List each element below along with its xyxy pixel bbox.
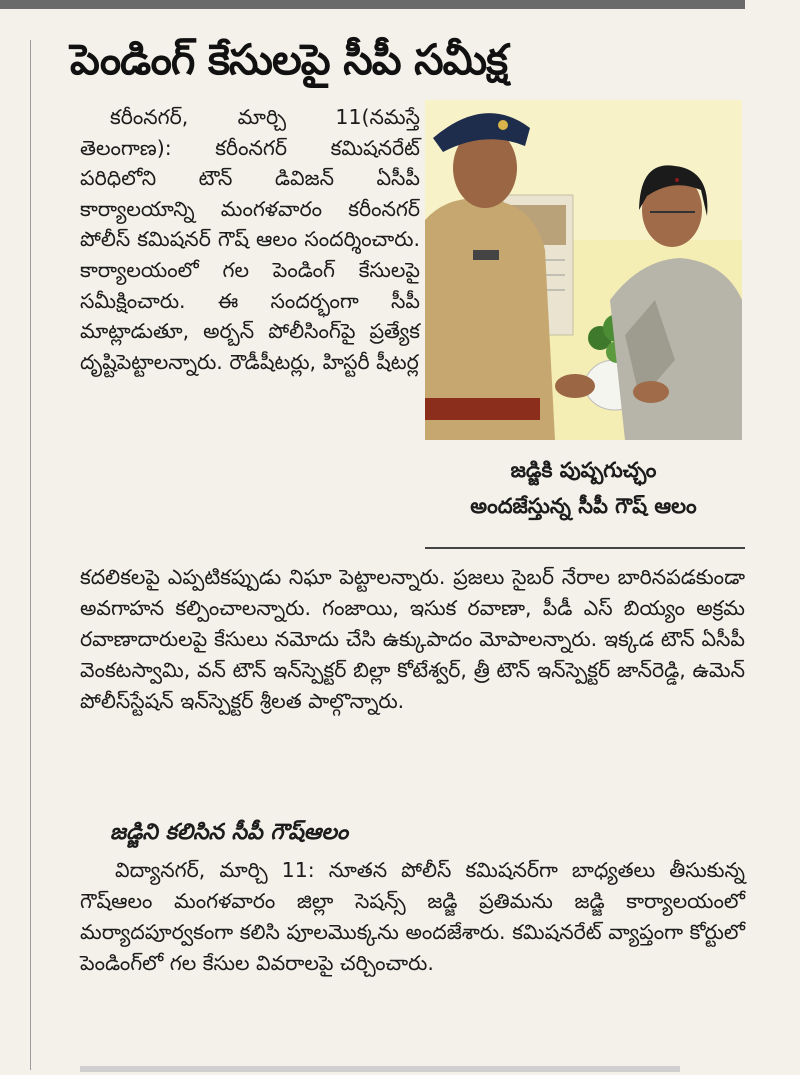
caption-rule	[425, 547, 745, 549]
story2-text	[80, 855, 745, 979]
article-wide-text	[80, 562, 745, 717]
story2-paragraph: విద్యానగర్, మార్చి 11: నూతన పోలీస్ కమిషనర్‌గా బాధ్యతలు తీసుకున్న గౌష్‌ఆలం మంగళవారం జిల్లా సెషన్స్ జడ్జి ప్రతిమను జడ్జి కార్యాలయంలో మర్యాదపూర్వకంగా కలిసి పూలమొక్కను అందజేశారు. కమిషనరేట్ వ్యాప్తంగా కోర్టులో పెండింగ్‌లో గల కేసుల వివరాలపై చర్చించారు.	[80, 858, 745, 975]
headline: పెండింగ్ కేసులపై సీపీ సమీక్ష	[70, 35, 508, 84]
article-paragraph-2: కదలికలపై ఎప్పటికప్పుడు నిఘా పెట్టాలన్నారు. ప్రజలు సైబర్ నేరాల బారినపడకుండా అవగాహన కల్పించాలన్నారు. గంజాయి, ఇసుక రవాణా, పీడీ ఎస్ బియ్యం అక్రమ రవాణాదారులపై కేసులు నమోదు చేసి ఉక్కుపాదం మోపాలన్నారు. ఇక్కడ టౌన్ ఏసీపీ వెంకటస్వామి, వన్ టౌన్ ఇన్‌స్పెక్టర్ బిల్లా కోటేశ్వర్, త్రీ టౌన్ ఇన్‌స్పెక్టర్ జాన్‌రెడ్డి, ఉమెన్ పోలీస్‌స్టేషన్ ఇన్‌స్పెక్టర్ శ్రీలత పాల్గొన్నారు.	[80, 565, 745, 713]
photo-caption	[425, 452, 742, 524]
top-border-rule	[0, 0, 745, 9]
photo-caption-line-1: జడ్జికి పుష్పగుచ్ఛం	[510, 458, 657, 482]
article-column-text	[80, 102, 420, 377]
photo-caption-line-2: అందజేస్తున్న సీపీ గౌష్ ఆలం	[470, 494, 697, 518]
column-divider	[30, 40, 31, 1070]
story2-subhead: జడ్జిని కలిసిన సీపీ గౌష్‌ఆలం	[110, 820, 349, 845]
article-paragraph-1: కరీంనగర్, మార్చి 11(నమస్తే తెలంగాణ): కరీంనగర్ కమిషనరేట్ పరిధిలోని టౌన్ డివిజన్ ఏసీపీ కార్యాలయాన్ని మంగళవారం కరీంనగర్ పోలీస్ కమిషనర్ గౌష్ ఆలం సందర్శించారు. కార్యాలయంలో గల పెండింగ్ కేసులపై సమీక్షించారు. ఈ సందర్భంగా సీపీ మాట్లాడుతూ, అర్బన్ పోలీసింగ్‌పై ప్రత్యేక దృష్టిపెట్టాలన్నారు. రౌడీషీటర్లు, హిస్టరీ షీటర్ల	[80, 105, 420, 374]
cut-off-next-line	[80, 1066, 680, 1072]
news-photo	[425, 100, 742, 440]
